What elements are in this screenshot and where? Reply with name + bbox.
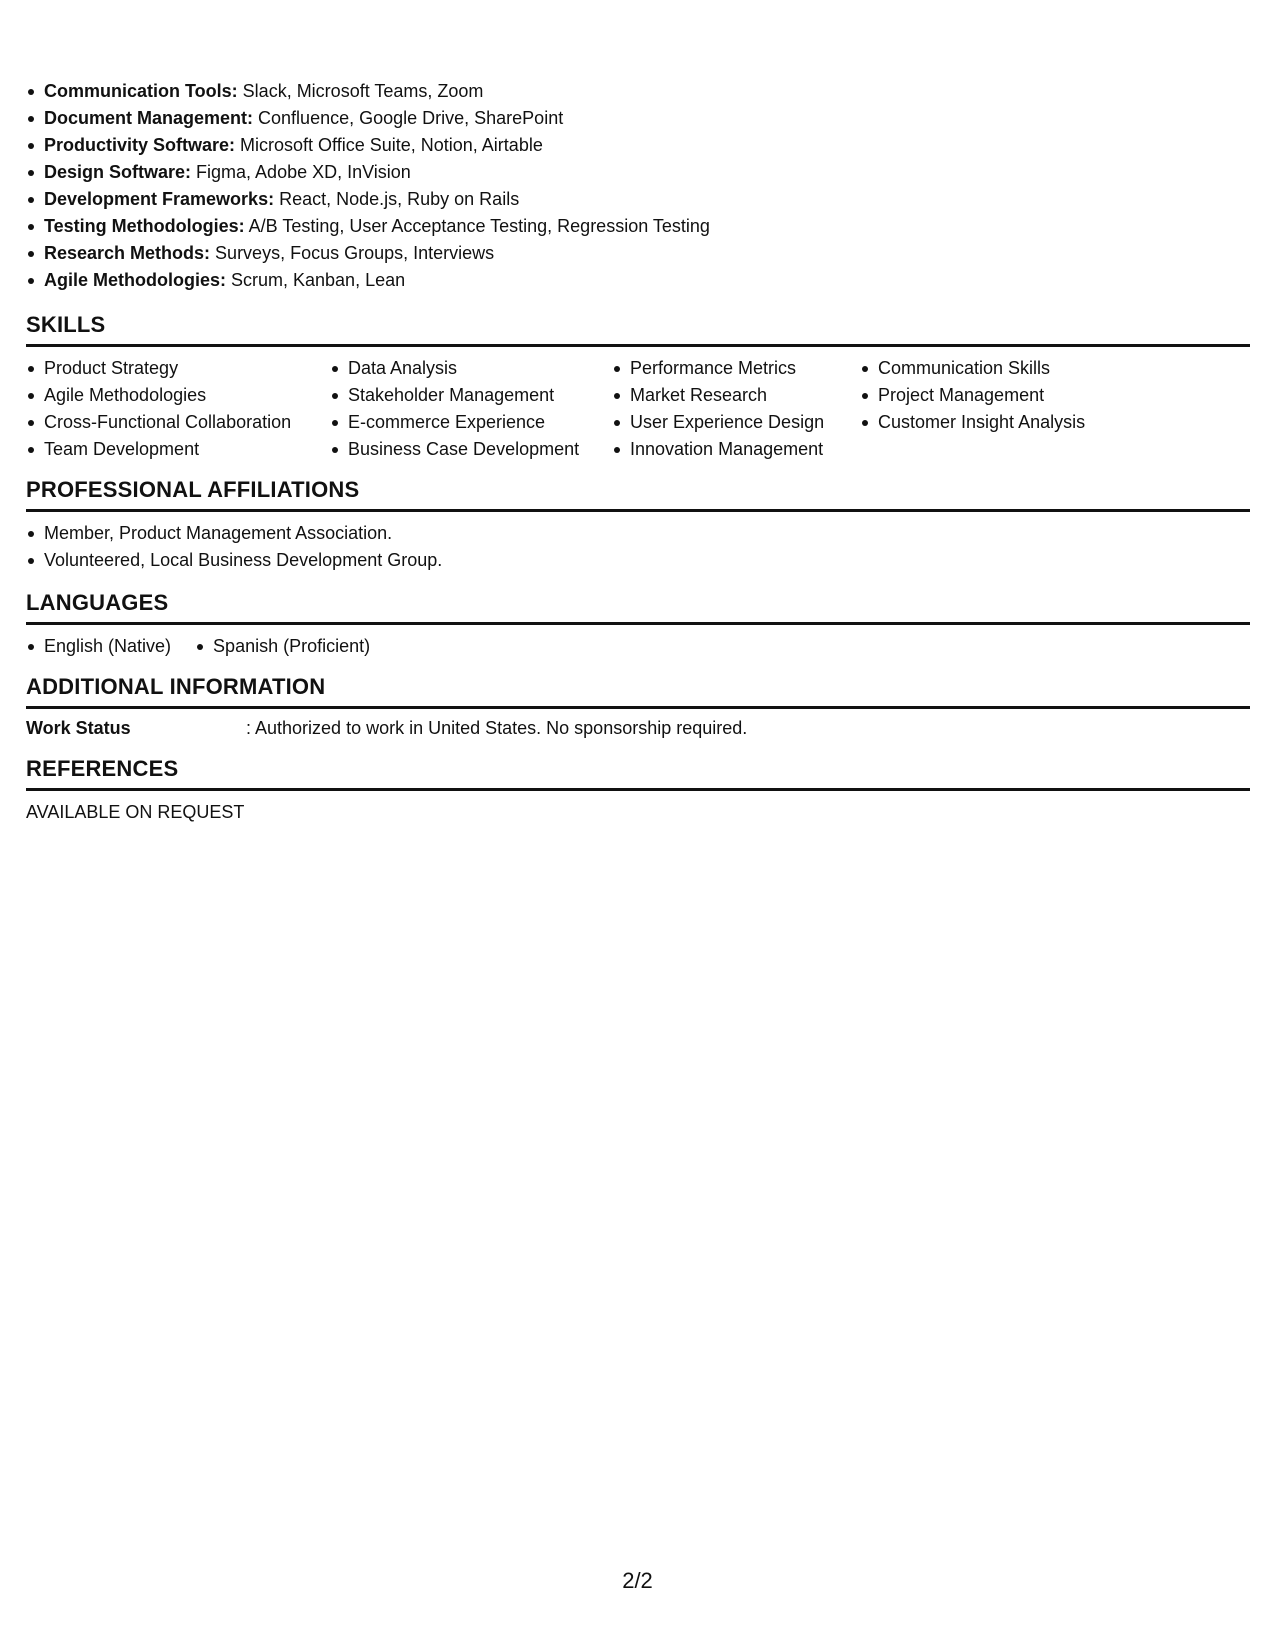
resume-page-2: [26, 78, 1250, 826]
list-item: Market Research: [612, 382, 860, 409]
list-item: Member, Product Management Association.: [26, 520, 1250, 547]
list-item: Development Frameworks: React, Node.js, Ruby on Rails: [26, 186, 1250, 213]
bullet-icon: [862, 393, 868, 399]
bullet-icon: [28, 116, 34, 122]
list-item: Performance Metrics: [612, 355, 860, 382]
skills-column: [330, 355, 612, 463]
list-item: Agile Methodologies: Scrum, Kanban, Lean: [26, 267, 1250, 294]
list-item: English (Native): [26, 633, 171, 660]
section-title: LANGUAGES: [26, 590, 169, 615]
list-item: Agile Methodologies: [26, 382, 330, 409]
bullet-icon: [614, 447, 620, 453]
bullet-icon: [28, 89, 34, 95]
section-divider: [26, 706, 1250, 709]
list-item: Research Methods: Surveys, Focus Groups, Interviews: [26, 240, 1250, 267]
skills-column: [860, 355, 1120, 463]
work-status-row: [26, 715, 1250, 742]
tools-list: [26, 78, 1250, 294]
bullet-icon: [28, 447, 34, 453]
section-divider: [26, 509, 1250, 512]
list-item: Innovation Management: [612, 436, 860, 463]
list-item: Team Development: [26, 436, 330, 463]
bullet-icon: [28, 644, 34, 650]
bullet-icon: [332, 447, 338, 453]
bullet-icon: [332, 420, 338, 426]
bullet-icon: [862, 366, 868, 372]
affiliations-list: [26, 520, 1250, 574]
section-title: SKILLS: [26, 312, 106, 337]
bullet-icon: [28, 224, 34, 230]
bullet-icon: [28, 393, 34, 399]
list-item: Customer Insight Analysis: [860, 409, 1120, 436]
list-item: Design Software: Figma, Adobe XD, InVision: [26, 159, 1250, 186]
list-item: Spanish (Proficient): [195, 633, 370, 660]
list-item: Productivity Software: Microsoft Office Suite, Notion, Airtable: [26, 132, 1250, 159]
section-divider: [26, 788, 1250, 791]
list-item: Business Case Development: [330, 436, 612, 463]
work-status-label: Work Status: [26, 718, 131, 738]
list-item: Communication Tools: Slack, Microsoft Teams, Zoom: [26, 78, 1250, 105]
list-item: Document Management: Confluence, Google Drive, SharePoint: [26, 105, 1250, 132]
bullet-icon: [28, 558, 34, 564]
bullet-icon: [28, 251, 34, 257]
section-title: ADDITIONAL INFORMATION: [26, 674, 326, 699]
section-title: REFERENCES: [26, 756, 179, 781]
skills-section: [26, 312, 1250, 463]
bullet-icon: [28, 420, 34, 426]
languages-section: [26, 590, 1250, 660]
list-item: Stakeholder Management: [330, 382, 612, 409]
bullet-icon: [28, 170, 34, 176]
skills-column: [612, 355, 860, 463]
bullet-icon: [28, 366, 34, 372]
bullet-icon: [614, 420, 620, 426]
references-text: AVAILABLE ON REQUEST: [26, 802, 245, 822]
bullet-icon: [28, 143, 34, 149]
bullet-icon: [28, 278, 34, 284]
affiliations-section: [26, 477, 1250, 574]
languages-list: [26, 633, 1250, 660]
list-item: Communication Skills: [860, 355, 1120, 382]
bullet-icon: [197, 644, 203, 650]
bullet-icon: [862, 420, 868, 426]
references-section: [26, 756, 1250, 826]
section-divider: [26, 622, 1250, 625]
bullet-icon: [614, 366, 620, 372]
list-item: User Experience Design: [612, 409, 860, 436]
list-item: E-commerce Experience: [330, 409, 612, 436]
bullet-icon: [614, 393, 620, 399]
bullet-icon: [28, 197, 34, 203]
bullet-icon: [28, 531, 34, 537]
bullet-icon: [332, 393, 338, 399]
list-item: Data Analysis: [330, 355, 612, 382]
list-item: Testing Methodologies: A/B Testing, User Acceptance Testing, Regression Testing: [26, 213, 1250, 240]
section-title: PROFESSIONAL AFFILIATIONS: [26, 477, 360, 502]
page-number: 2/2: [622, 1568, 653, 1593]
skills-column: [26, 355, 330, 463]
section-divider: [26, 344, 1250, 347]
bullet-icon: [332, 366, 338, 372]
list-item: Volunteered, Local Business Development Group.: [26, 547, 1250, 574]
skills-grid: [26, 355, 1250, 463]
work-status-value: : Authorized to work in United States. No sponsorship required.: [246, 718, 748, 738]
list-item: Project Management: [860, 382, 1120, 409]
additional-info-section: [26, 674, 1250, 742]
list-item: Product Strategy: [26, 355, 330, 382]
list-item: Cross-Functional Collaboration: [26, 409, 330, 436]
